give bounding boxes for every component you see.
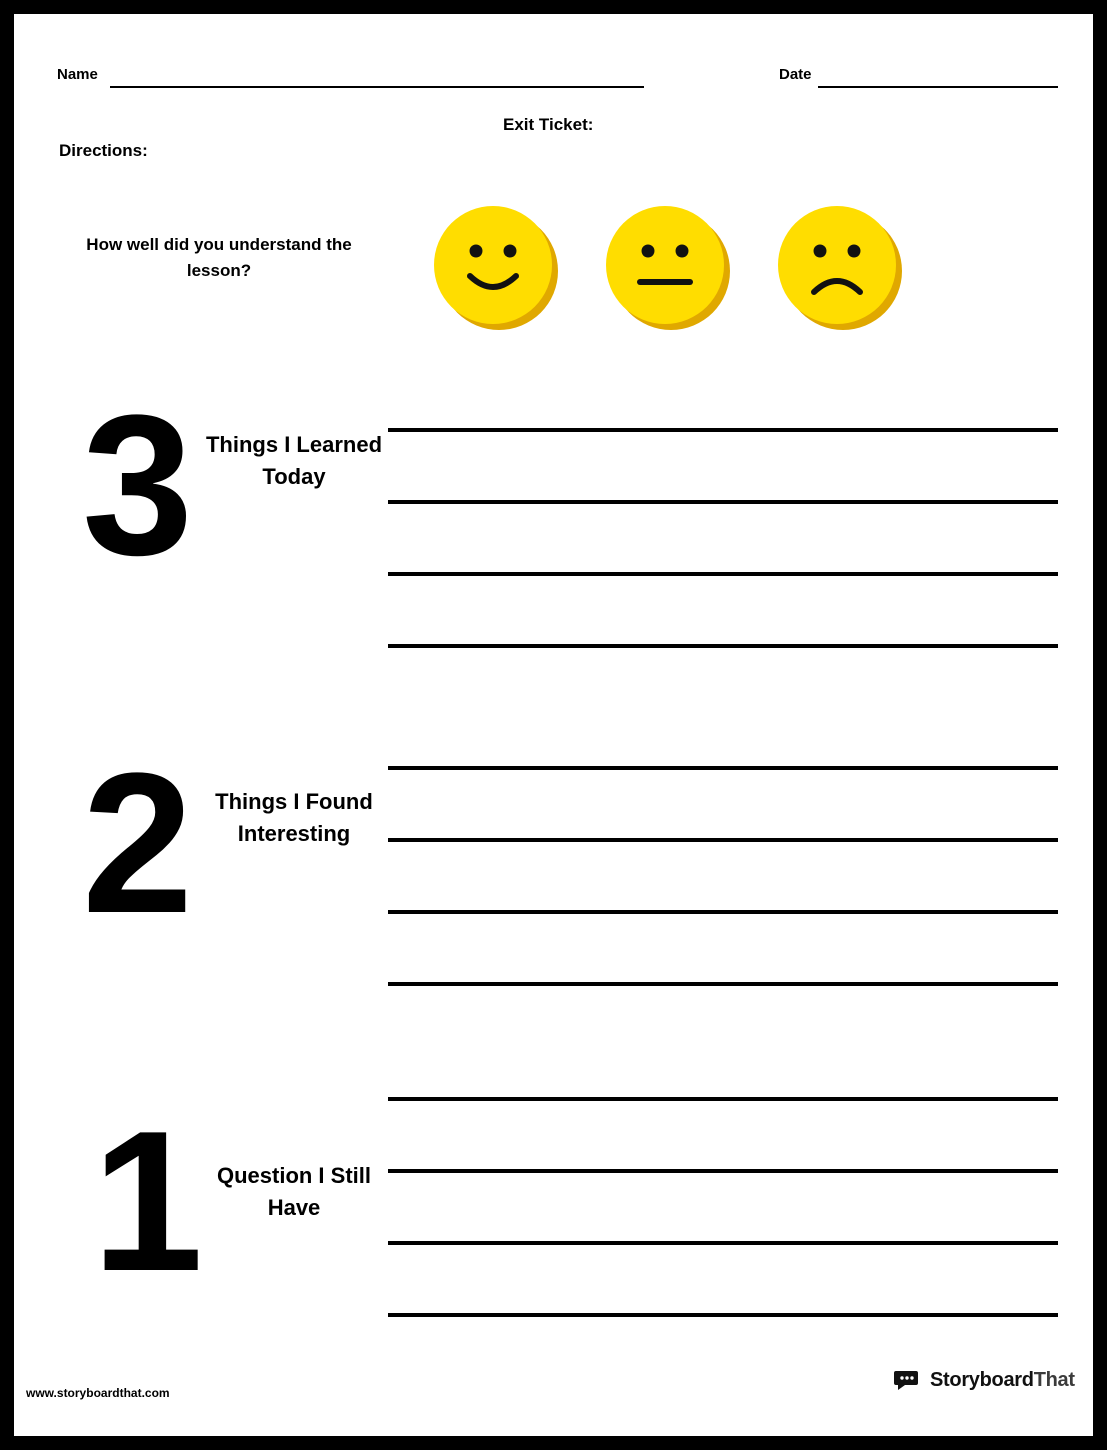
section-two-lines[interactable] (388, 758, 1058, 986)
section-three-lines[interactable] (388, 420, 1058, 648)
write-line[interactable] (388, 500, 1058, 504)
footer-url[interactable]: www.storyboardthat.com (26, 1386, 170, 1400)
write-line[interactable] (388, 1169, 1058, 1173)
logo-storyboard-text: Storyboard (930, 1369, 1034, 1391)
speech-bubble-icon (894, 1369, 922, 1393)
write-line[interactable] (388, 644, 1058, 648)
logo-wordmark (930, 1369, 1075, 1392)
write-line[interactable] (388, 910, 1058, 914)
write-line[interactable] (388, 1313, 1058, 1317)
write-line[interactable] (388, 1241, 1058, 1245)
directions-label: Directions: (59, 141, 148, 160)
write-line[interactable] (388, 982, 1058, 986)
section-three-number: 3 (82, 374, 188, 597)
neutral-face-icon[interactable] (606, 206, 730, 330)
write-line[interactable] (388, 572, 1058, 576)
name-input-line[interactable] (110, 86, 644, 88)
section-two-number: 2 (82, 732, 188, 955)
mood-rating-group (434, 194, 944, 334)
worksheet-page (14, 14, 1093, 1436)
logo-that-text: That (1033, 1369, 1075, 1391)
storyboardthat-logo[interactable] (894, 1366, 1075, 1400)
section-one-number: 1 (92, 1090, 198, 1313)
header-row (14, 60, 1093, 100)
write-line[interactable] (388, 428, 1058, 432)
date-input-line[interactable] (818, 86, 1058, 88)
write-line[interactable] (388, 838, 1058, 842)
happy-face-icon[interactable] (434, 206, 558, 330)
write-line[interactable] (388, 1097, 1058, 1101)
date-label: Date (779, 66, 812, 83)
section-two-label: Things I Found Interesting (215, 789, 373, 846)
understanding-question: How well did you understand the lesson? (86, 235, 352, 281)
sad-face-icon[interactable] (778, 206, 902, 330)
section-three-label: Things I Learned Today (205, 432, 383, 489)
section-one-lines[interactable] (388, 1089, 1058, 1317)
section-one-label: Question I Still Have (216, 1163, 371, 1220)
name-label: Name (57, 66, 98, 83)
write-line[interactable] (388, 766, 1058, 770)
page-title: Exit Ticket: (503, 115, 594, 134)
